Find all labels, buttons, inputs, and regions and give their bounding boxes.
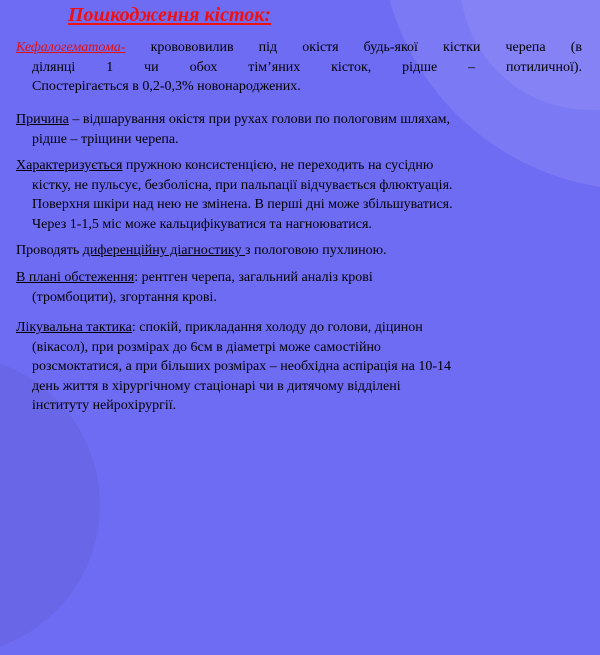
text-line: : рентген черепа, загальний аналіз крові bbox=[134, 270, 373, 285]
text-line: : спокій, прикладання холоду до голови, діцинон bbox=[131, 320, 423, 335]
text-suffix: з пологовою пухлиною. bbox=[245, 243, 387, 258]
text-line: пружною консистенцією, не переходить на сусідню bbox=[125, 158, 434, 173]
term-treatment: Лікувальна тактика bbox=[16, 320, 132, 335]
text-line: рідше – тріщини черепа. bbox=[32, 131, 179, 147]
term-cephalohematoma: Кефалогематома- bbox=[16, 40, 126, 55]
paragraph-treatment bbox=[16, 318, 582, 416]
text-line: Поверхня шкіри над нею не змінена. В перші дні може збільшуватися. bbox=[32, 197, 453, 212]
text-line: Спостерігається в 0,2-0,3% новонароджених. bbox=[32, 79, 301, 94]
paragraph-differential bbox=[16, 241, 582, 261]
text-line: день життя в хірургічному стаціонарі чи в дитячому відділені bbox=[32, 378, 401, 394]
term-cause: Причина bbox=[16, 112, 69, 127]
text-line: ділянці 1 чи обох тім’яних кісток, рідше – потиличної). bbox=[32, 59, 582, 75]
term-characteristic: Характеризується bbox=[16, 158, 123, 173]
text-line: Через 1-1,5 міс може кальцифікуватися та нагноюватися. bbox=[32, 216, 372, 232]
text-line: кровововилив під окістя будь-якої кістки черепа (в bbox=[150, 40, 582, 55]
text-line: (тромбоцити), згортання крові. bbox=[32, 289, 217, 305]
term-examination: В плані обстеження bbox=[16, 270, 135, 285]
text-line: (вікасол), при розмірах до 6см в діаметрі може самостійно bbox=[32, 339, 381, 355]
text-line: – відшарування окістя при рухах голови по пологовим шляхам, bbox=[72, 112, 450, 127]
paragraph-cephalohematoma bbox=[16, 38, 582, 97]
text-line: кістку, не пульсує, безболісна, при пальпації відчувається флюктуація. bbox=[32, 177, 453, 193]
text-line: розсмоктатися, а при більших розмірах – необхідна аспірація на 10-14 bbox=[32, 359, 452, 374]
paragraph-examination bbox=[16, 268, 582, 307]
paragraph-cause bbox=[16, 110, 582, 149]
paragraph-characteristic bbox=[16, 156, 582, 234]
slide-title: Пошкодження кісток: bbox=[68, 4, 272, 26]
term-differential: диференційну діагностику bbox=[82, 243, 246, 258]
text-prefix: Проводять bbox=[16, 243, 83, 258]
text-line: інституту нейрохірургії. bbox=[32, 398, 177, 413]
